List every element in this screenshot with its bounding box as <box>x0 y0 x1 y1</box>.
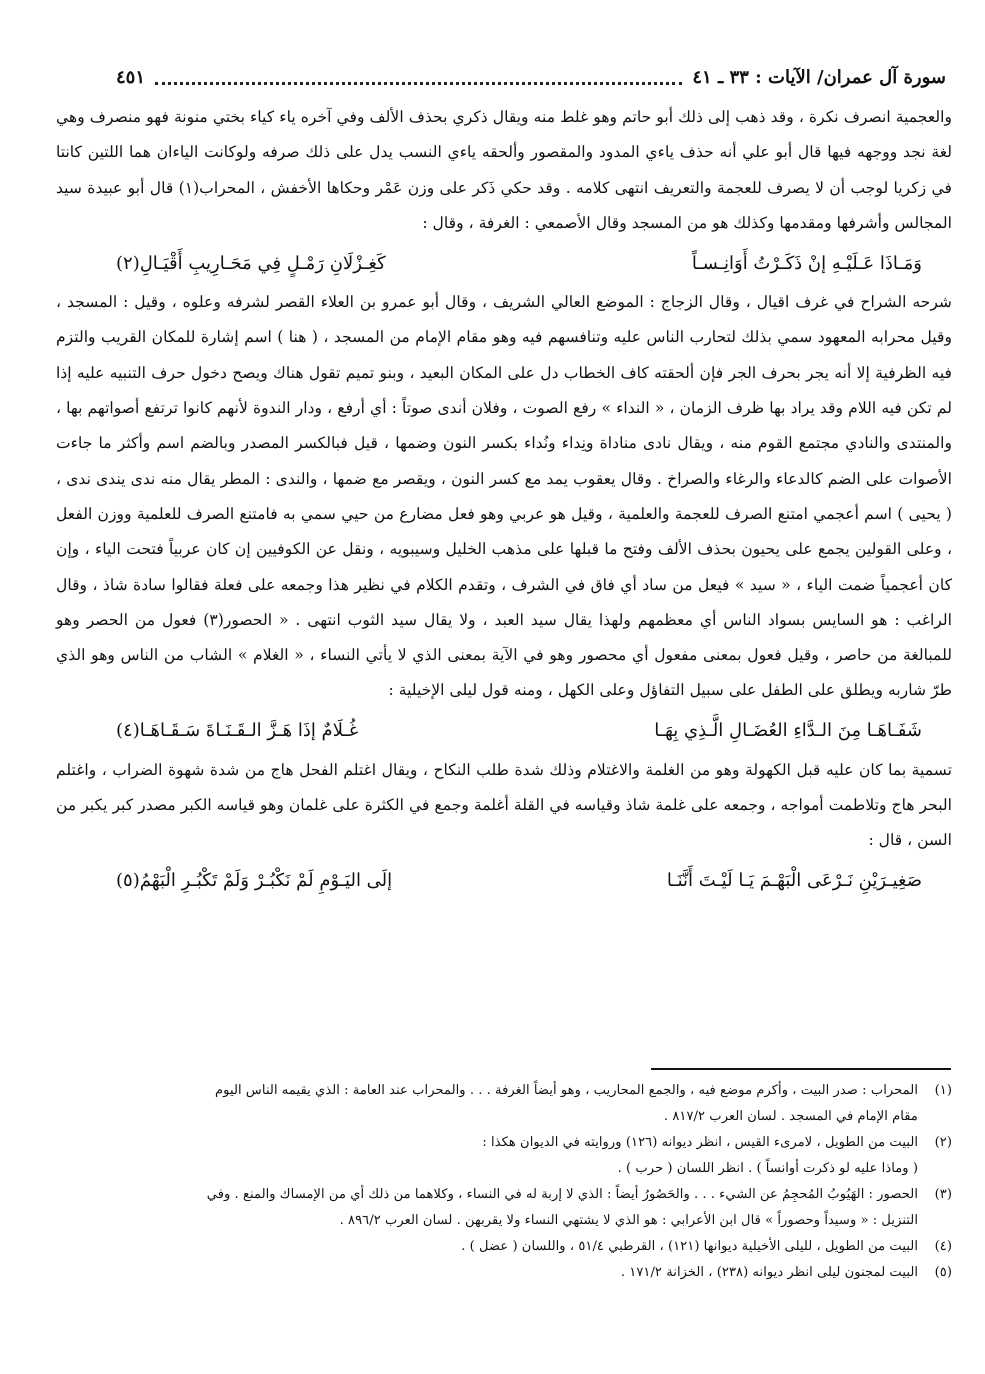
main-text <box>56 100 952 903</box>
footnote-number: (٢) <box>934 1135 952 1150</box>
footnote-text: البيت من الطويل ، لليلى الأخيلية ديوانها (١٢١) ، القرطبي ٥١/٤ ، واللسان ( عضل ) . <box>461 1239 918 1254</box>
footnote-5 <box>56 1260 952 1286</box>
footnote-separator <box>651 1068 951 1070</box>
running-header <box>116 62 946 92</box>
footnote-1-continuation: مقام الإمام في المسجد . لسان العرب ٨١٧/٢ . <box>663 1109 918 1124</box>
verse-1-second-hemistich: كَغِـزْلَانِ رَمْـلٍ فِي مَحَـارِيبِ أَقْيَـالِ(٢) <box>116 252 386 274</box>
page-number: ٤٥١ <box>116 66 146 88</box>
verse-2-second-hemistich: غُـلَامٌ إذَا هَـزَّ الـقَـنَـاةَ سَـقَـاهَـا(٤) <box>116 720 359 742</box>
verse-1-first-hemistich: وَمَـاذَا عَـلَيْـهِ إنْ ذَكَـرْتُ أَوَانِـسـاً <box>691 252 922 274</box>
footnote-4 <box>56 1234 952 1260</box>
footnote-number: (٥) <box>934 1265 952 1280</box>
verse-2 <box>56 709 952 753</box>
verse-3 <box>56 859 952 903</box>
footnote-text: البيت لمجنون ليلى انظر ديوانه (٢٣٨) ، الخزانة ١٧١/٢ . <box>620 1265 918 1280</box>
verse-1 <box>56 241 952 285</box>
paragraph-2: شرحه الشراح في غرف اقيال ، وقال الزجاج : الموضع العالي الشريف ، وقال أبو عمرو بن العلاء القصر لشرفه وعلوه ، وقيل : المسجد ، وقيل محرابه المعهود سمي بذلك لتحارب الناس عليه وتنافسهم فيه وهو مقام الإمام من المسجد ، ( هنا ) اسم إشارة للمكان القريب والتزم فيه الظرفية إلا أنه يجر بحرف الجر فإن ألحقته كاف الخطاب دل على المكان البعيد ، وبنو تميم تقول هناك ويصح دخول حرف التنبيه عليه إذا لم تكن فيه اللام وقد يراد بها ظرف الزمان ، « النداء » رفع الصوت ، وفلان أندى صوتاً : أي أرفع ، ودار الندوة لأنهم كانوا ترتفع أصواتهم بها ، والمنتدى والنادي مجتمع القوم منه ، ويقال نادى مناداة ونِداء ونُداء بكسر النون وضمها ، قيل فبالكسر المصدر وبالضم اسم وأكثر ما جاءت الأصوات على الضم كالدعاء والرغاء والصراخ . وقال يعقوب يمد مع كسر النون ، ويقصر مع ضمها ، والندى : المطر يقال منه ندى يندى ندى ، ( يحيى ) اسم أعجمي امتنع الصرف للعجمة والعلمية ، وقيل هو عربي وهو فعل مضارع من حيي سمي به فامتنع الصرف للعلمية ووزن الفعل ، وعلى القولين يجمع على يحيون بحذف الألف وفتح ما قبلها على مذهب الخليل وسيبويه ، ونقل عن الكوفيين إن كان عربياً فتحت الياء ، وإن كان أعجمياً ضمت الياء ، « سيد » فيعل من ساد أي فاق في الشرف ، وتقدم الكلام في نظير هذا وجمعه على فعلة فقالوا سادة شاذ ، وقال الراغب : هو السايس بسواد الناس أي معظمهم ولهذا يقال سيد العبد ، ولا يقال سيد الثوب انتهى . « الحصور(٣) فعول من الحصر وهو للمبالغة من حاصر ، وقيل فعول بمعنى مفعول أي محصور وهو في الآية بمعنى الذي لا يأتي النساء ، « الغلام » الشاب من الناس وهو الذي طرّ شاربه ويطلق على الطفل على سبيل التفاؤل وعلى الكهل ، ومنه قول ليلى الإخيلية : <box>56 293 952 700</box>
paragraph-1: والعجمية انصرف نكرة ، وقد ذهب إلى ذلك أبو حاتم وهو غلط منه ويقال ذكري بحذف الألف وفي آخره ياء كياء بختي منونة فهو منصرف وهي لغة نجد ووجهه فيها قال أبو علي أنه حذف ياءي المدود والمقصور وألحقه ياءي النسب يدل على ذلك صرفه ولوكانت الياءان هما اللتين كانتا في زكريا لوجب أن لا يصرف للعجمة والتعريف انتهى كلامه . وقد حكي ذَكر على وزن عَمْر وحكاها الأخفش ، المحراب(١) قال أبو عبيدة سيد المجالس وأشرفها ومقدمها وكذلك هو من المسجد وقال الأصمعي : الغرفة ، وقال : <box>56 108 952 232</box>
footnote-1 <box>56 1078 952 1104</box>
verse-3-first-hemistich: صَغِيـرَيْنِ نَـرْعَى الْبَهْـمَ يَـا لَيْـتَ أَنَّنَـا <box>666 870 922 892</box>
footnotes <box>56 1078 952 1286</box>
header-leader-dots <box>155 70 682 85</box>
footnote-text: المحراب : صدر البيت ، وأكرم موضع فيه ، والجمع المحاريب ، وهو أيضاً الغرفة . . . والمحراب عند العامة : الذي يقيمه الناس اليوم <box>215 1083 918 1098</box>
footnote-2-continuation: ( وماذا عليه لو ذكرت أوانساً ) . انظر اللسان ( حرب ) . <box>617 1161 918 1176</box>
paragraph-3: تسمية بما كان عليه قبل الكهولة وهو من الغلمة والاغتلام وذلك شدة طلب النكاح ، ويقال اغتلم الفحل هاج من شدة شهوة الضراب ، واغتلم البحر هاج وتلاطمت أمواجه ، وجمعه على غلمة شاذ وقياسه في القلة أغلمة وجمع في الكثرة على غلمان وهو قياسه الكبر مصدر كبر يكبر من السن ، قال : <box>56 760 952 850</box>
surah-title: سورة آل عمران/ الآيات : ٣٣ ـ ٤١ <box>692 66 946 88</box>
footnote-number: (٣) <box>934 1187 952 1202</box>
verse-2-first-hemistich: شَفَـاهَـا مِنَ الـدَّاءِ العُضَـالِ الَّـذِي بِهَـا <box>654 720 922 742</box>
footnote-3-continuation: التنزيل : « وسيداً وحصوراً » قال ابن الأعرابي : هو الذي لا يشتهي النساء ولا يقربهن . لسان العرب ٨٩٦/٢ . <box>339 1213 918 1228</box>
footnote-number: (٤) <box>934 1239 952 1254</box>
footnote-3 <box>56 1182 952 1208</box>
footnote-2 <box>56 1130 952 1156</box>
verse-3-second-hemistich: إلَى اليَـوْمِ لَمْ نَكْبُـرْ وَلَمْ تَكْبُـرِ الْبَهْمُ(٥) <box>116 870 393 892</box>
footnote-number: (١) <box>934 1083 952 1098</box>
footnote-text: الحصور : الهَيُوبُ المُحجِمُ عن الشيء . . . والحَصُورُ أيضاً : الذي لا إربة له في النساء ، وكلاهما من ذلك أي من الإمساك والمنع . وفي <box>206 1187 918 1202</box>
footnote-text: البيت من الطويل ، لامرىء القيس ، انظر ديوانه (١٢٦) وروايته في الديوان هكذا : <box>482 1135 918 1150</box>
